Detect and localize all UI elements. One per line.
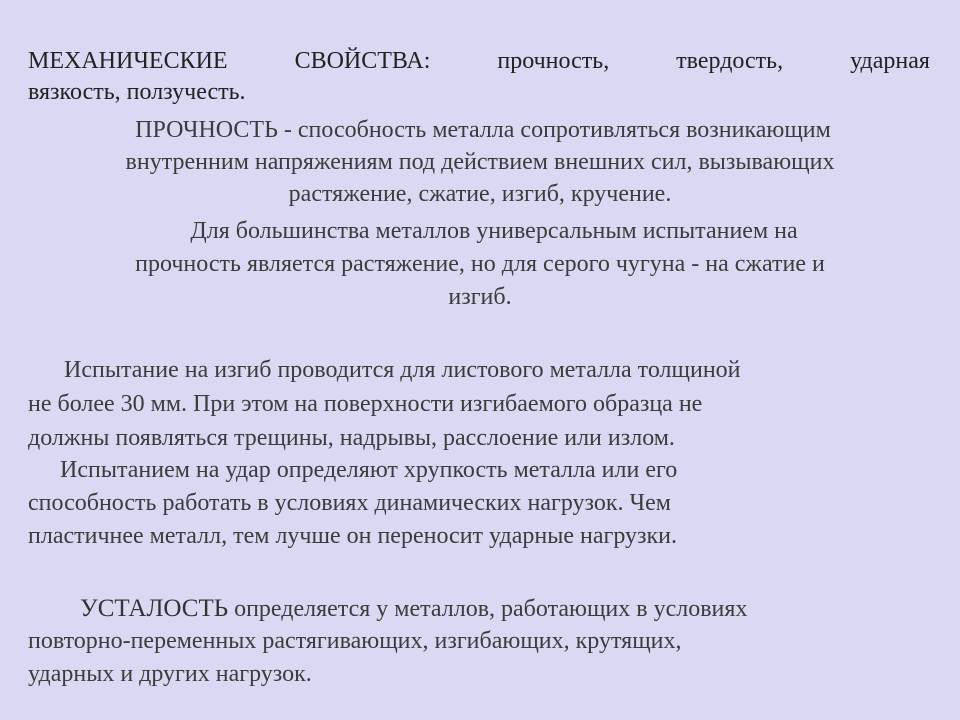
word-properties: СВОЙСТВА: <box>294 48 431 74</box>
impact-test-paragraph <box>28 454 930 553</box>
tension-test-paragraph <box>0 215 960 314</box>
mechanical-properties-line-1 <box>28 46 930 77</box>
strength-line-3: растяжение, сжатие, изгиб, кручение. <box>288 181 672 207</box>
word-strength: прочность, <box>497 48 610 74</box>
strength-line-1: ПРОЧНОСТЬ - способность металла сопротивляться возникающим <box>135 117 831 143</box>
fatigue-definition: определяется у металлов, работающих в условиях <box>228 596 748 622</box>
word-hardness: твердость, <box>676 48 784 74</box>
mechanical-properties-paragraph <box>28 46 930 108</box>
bend-test-line-1: Испытание на изгиб проводится для листового металла толщиной <box>64 357 741 383</box>
impact-test-line-2: способность работать в условиях динамических нагрузок. Чем <box>28 490 671 516</box>
word-mechanical: МЕХАНИЧЕСКИЕ <box>28 48 228 74</box>
bend-test-line-3: должны появляться трещины, надрывы, расслоение или излом. <box>28 425 675 451</box>
word-impact: ударная <box>850 48 930 74</box>
bend-test-paragraph <box>28 353 930 455</box>
impact-test-line-1: Испытанием на удар определяют хрупкость металла или его <box>60 457 678 483</box>
strength-paragraph <box>0 114 960 210</box>
fatigue-line-1 <box>28 592 930 625</box>
tension-test-line-2: прочность является растяжение, но для серого чугуна - на сжатие и <box>135 251 825 277</box>
impact-test-line-3: пластичнее металл, тем лучше он переносит ударные нагрузки. <box>28 523 678 549</box>
fatigue-paragraph <box>28 592 930 691</box>
tension-test-line-3: изгиб. <box>448 284 512 310</box>
tension-test-line-1: Для большинства металлов универсальным испытанием на <box>190 218 798 244</box>
strength-line-2: внутренним напряжениям под действием внешних сил, вызывающих <box>125 149 835 175</box>
mechanical-properties-line-2: вязкость, ползучесть. <box>28 79 246 105</box>
fatigue-line-3: ударных и других нагрузок. <box>28 661 312 687</box>
fatigue-line-2: повторно-переменных растягивающих, изгибающих, крутящих, <box>28 628 682 654</box>
bend-test-line-2: не более 30 мм. При этом на поверхности изгибаемого образца не <box>28 391 703 417</box>
fatigue-term: УСТАЛОСТЬ <box>80 595 229 622</box>
